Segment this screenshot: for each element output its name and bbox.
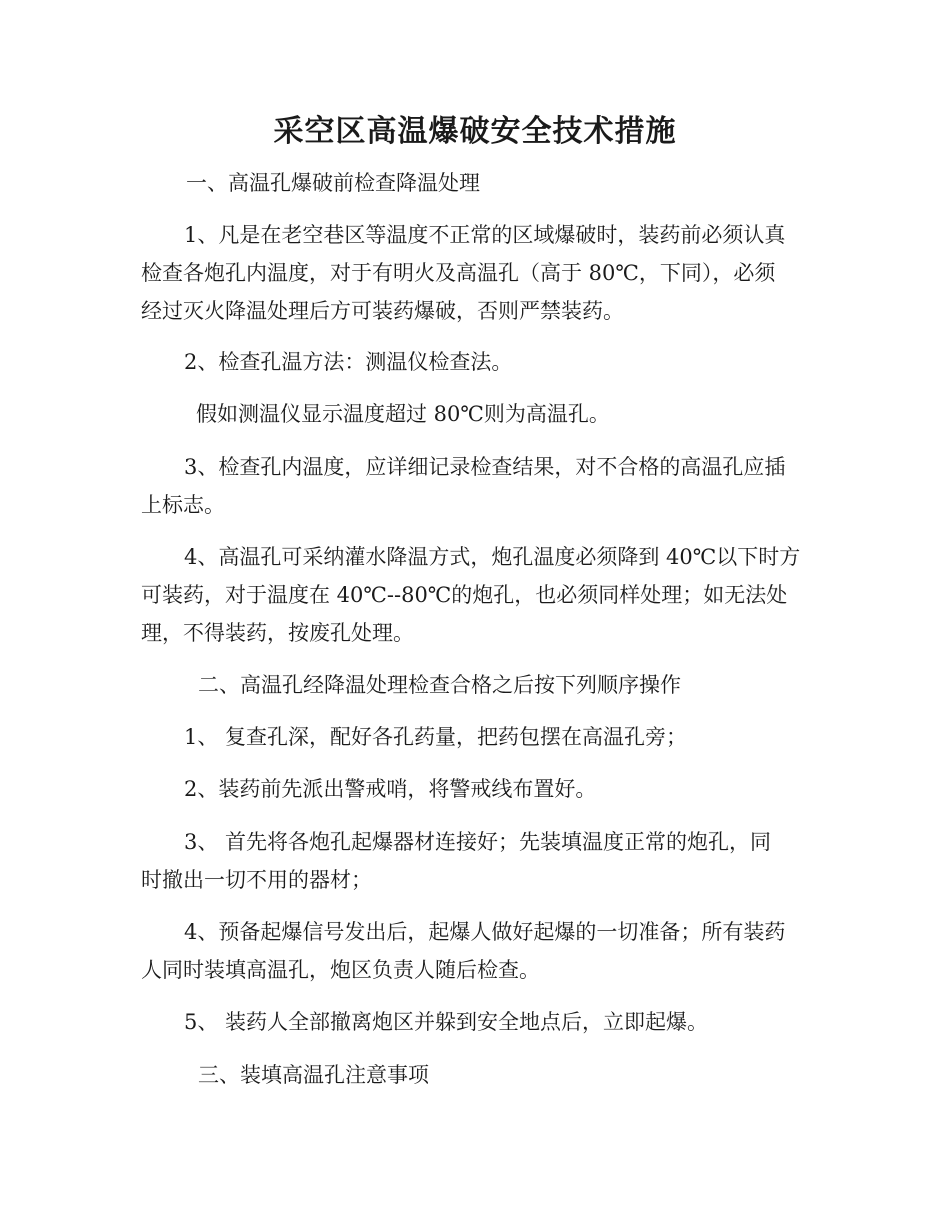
text-line: 检查各炮孔内温度，对于有明火及高温孔（高于 80℃，下同），必须 [141, 261, 776, 285]
section-heading-1 [186, 164, 858, 202]
text-line: 经过灭火降温处理后方可装药爆破，否则严禁装药。 [141, 299, 624, 323]
text-line: 时撤出一切不用的器材； [141, 868, 372, 892]
text-line: 一、高温孔爆破前检查降温处理 [186, 171, 480, 195]
paragraph-step-2 [184, 770, 856, 808]
text-line: 1、 复查孔深，配好各孔药量，把药包摆在高温孔旁； [184, 725, 688, 749]
section-heading-3 [198, 1056, 870, 1094]
paragraph-step-3 [141, 823, 813, 899]
text-line: 5、 装药人全部撤离炮区并躲到安全地点后，立即起爆。 [184, 1010, 709, 1034]
text-line: 假如测温仪显示温度超过 80℃则为高温孔。 [196, 402, 610, 426]
text-line: 可装药，对于温度在 40℃--80℃的炮孔，也必须同样处理；如无法处 [141, 583, 788, 607]
paragraph-check-temperature [141, 216, 813, 330]
text-line: 2、装药前先派出警戒哨，将警戒线布置好。 [184, 777, 597, 801]
text-line: 3、检查孔内温度，应详细记录检查结果，对不合格的高温孔应插 [184, 455, 786, 479]
paragraph-cooling [141, 538, 813, 652]
text-line: 3、 首先将各炮孔起爆器材连接好；先装填温度正常的炮孔，同 [184, 830, 772, 854]
paragraph-method [184, 343, 856, 381]
text-line: 三、装填高温孔注意事项 [198, 1063, 429, 1087]
paragraph-step-1 [184, 718, 856, 756]
paragraph-step-5 [184, 1003, 856, 1041]
section-heading-2 [198, 666, 870, 704]
text-line: 人同时装填高温孔，炮区负责人随后检查。 [141, 958, 540, 982]
paragraph-threshold [196, 395, 868, 433]
paragraph-step-4 [141, 913, 813, 989]
text-line: 上标志。 [141, 493, 225, 517]
text-line: 二、高温孔经降温处理检查合格之后按下列顺序操作 [198, 673, 681, 697]
text-line: 理，不得装药，按废孔处理。 [141, 621, 414, 645]
text-line: 2、检查孔温方法：测温仪检查法。 [184, 350, 513, 374]
text-line: 4、预备起爆信号发出后，起爆人做好起爆的一切准备；所有装药 [184, 920, 786, 944]
text-line: 1、凡是在老空巷区等温度不正常的区域爆破时，装药前必须认真 [184, 223, 786, 247]
paragraph-record [141, 448, 813, 524]
text-line: 4、高温孔可采纳灌水降温方式，炮孔温度必须降到 40℃以下时方 [184, 545, 801, 569]
page-title: 采空区高温爆破安全技术措施 [273, 114, 677, 149]
